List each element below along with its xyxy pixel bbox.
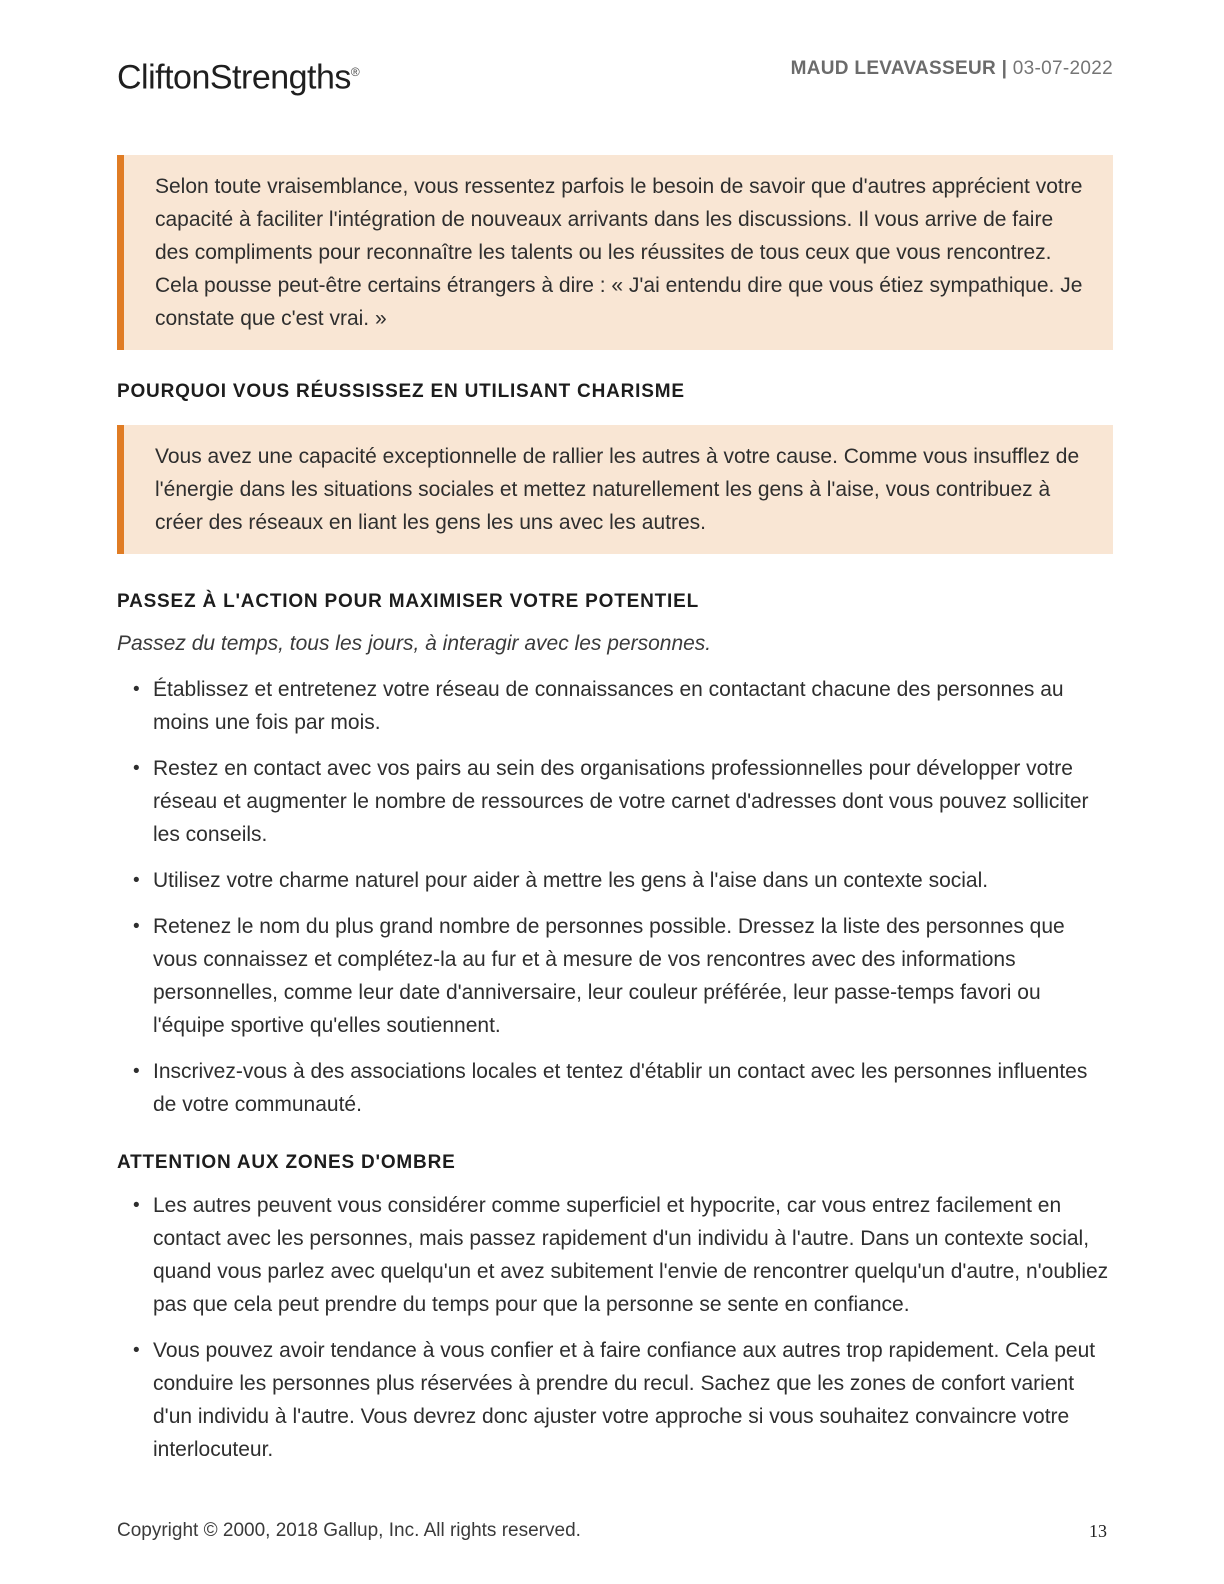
section-heading-why: POURQUOI VOUS RÉUSSISSEZ EN UTILISANT CHARISME xyxy=(117,381,685,403)
list-item: • Établissez et entretenez votre réseau de connaissances en contactant chacune des personnes au moins une fois par mois. xyxy=(117,673,1113,739)
report-date: 03-07-2022 xyxy=(1012,58,1113,79)
header-person-date xyxy=(791,58,1113,80)
logo-text: CliftonStrengths xyxy=(117,58,351,97)
list-item: • Utilisez votre charme naturel pour aider à mettre les gens à l'aise dans un contexte social. xyxy=(117,864,1113,897)
intro-highlight-text: Selon toute vraisemblance, vous ressentez parfois le besoin de savoir que d'autres apprécient votre capacité à faciliter l'intégration de nouveaux arrivants dans les discussions. Il vous arrive de faire des compliments pour reconnaître les talents ou les réussites de tous ceux que vous rencontrez. Cela pousse peut-être certains étrangers à dire : « J'ai entendu dire que vous étiez sympathique. Je constate que c'est vrai. » xyxy=(155,175,1083,331)
person-name: MAUD LEVAVASSEUR | xyxy=(790,58,1008,79)
blindspots-bullet-list xyxy=(117,1189,1113,1466)
list-item: • Restez en contact avec vos pairs au sein des organisations professionnelles pour développer votre réseau et augmenter le nombre de ressources de votre carnet d'adresses dont vous pouvez solliciter les conseils. xyxy=(117,752,1113,851)
list-item: • Inscrivez-vous à des associations locales et tentez d'établir un contact avec les personnes influentes de votre communauté. xyxy=(117,1055,1113,1121)
why-highlight-text: Vous avez une capacité exceptionnelle de rallier les autres à votre cause. Comme vous insufflez de l'énergie dans les situations sociales et mettez naturellement les gens à l'aise, vous contribuez à créer des réseaux en liant les gens les uns avec les autres. xyxy=(155,445,1080,535)
action-lead-line: Passez du temps, tous les jours, à interagir avec les personnes. xyxy=(117,632,712,656)
list-item: • Les autres peuvent vous considérer comme superficiel et hypocrite, car vous entrez facilement en contact avec les personnes, mais passez rapidement d'un individu à l'autre. Dans un contexte social, quand vous parlez avec quelqu'un et avez subitement l'envie de rencontrer quelqu'un d'autre, n'oubliez pas que cela peut prendre du temps pour que la personne se sente en confiance. xyxy=(117,1189,1113,1321)
cliftonstrengths-logo xyxy=(117,52,359,97)
section-heading-action: PASSEZ À L'ACTION POUR MAXIMISER VOTRE POTENTIEL xyxy=(117,591,699,613)
registered-trademark-symbol: ® xyxy=(350,65,360,79)
page-footer xyxy=(117,1520,1107,1542)
section-heading-blindspots: ATTENTION AUX ZONES D'OMBRE xyxy=(117,1152,456,1174)
page-content xyxy=(117,52,1113,1479)
copyright-text: Copyright © 2000, 2018 Gallup, Inc. All rights reserved. xyxy=(117,1520,581,1541)
intro-highlight-box xyxy=(117,155,1113,350)
page-number: 13 xyxy=(1089,1521,1107,1541)
list-item: • Retenez le nom du plus grand nombre de personnes possible. Dressez la liste des personnes que vous connaissez et complétez-la au fur et à mesure de vos rencontres avec des informations personnelles, comme leur date d'anniversaire, leur couleur préférée, leur passe-temps favori ou l'équipe sportive qu'elles soutiennent. xyxy=(117,910,1113,1042)
page-header xyxy=(117,52,1113,97)
why-highlight-box xyxy=(117,425,1113,554)
list-item: • Vous pouvez avoir tendance à vous confier et à faire confiance aux autres trop rapidement. Cela peut conduire les personnes plus réservées à prendre du recul. Sachez que les zones de confort varient d'un individu à l'autre. Vous devrez donc ajuster votre approche si vous souhaitez convaincre votre interlocuteur. xyxy=(117,1334,1113,1466)
action-bullet-list xyxy=(117,673,1113,1121)
